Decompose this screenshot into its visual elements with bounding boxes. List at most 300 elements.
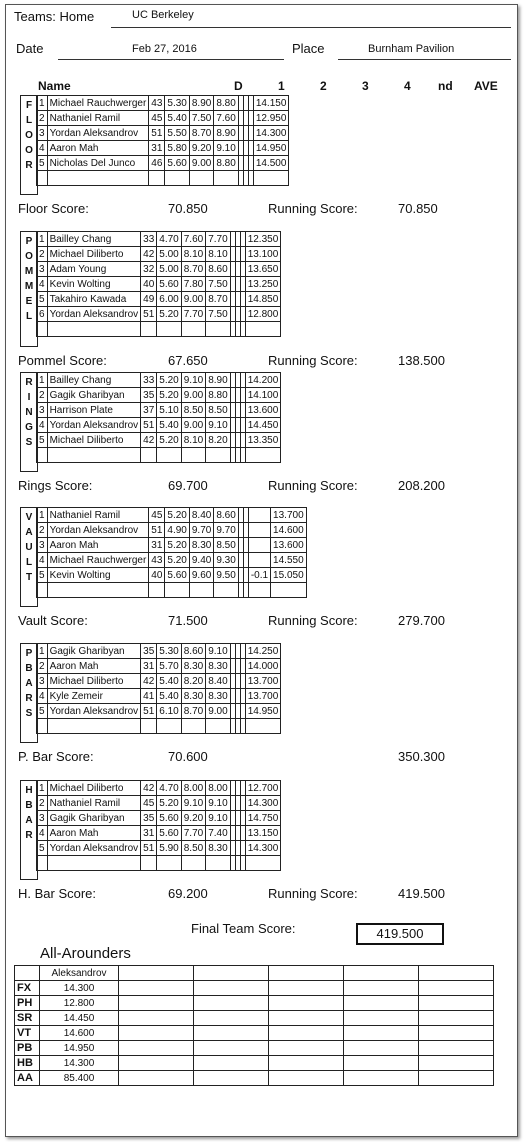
event-score: 14.450 (40, 1011, 119, 1026)
table-row (37, 841, 281, 856)
event-letter: F (25, 100, 33, 111)
average-score: 14.300 (245, 796, 281, 811)
athlete-number: 35 (141, 811, 157, 826)
table-row (15, 1041, 494, 1056)
event-letter: R (25, 693, 33, 704)
difficulty-score: 6.10 (157, 704, 181, 719)
event-letter: M (24, 281, 34, 292)
empty-cell (37, 719, 48, 734)
judge-2-score: 8.80 (214, 96, 238, 111)
row-index: 2 (37, 247, 48, 262)
table-row (37, 781, 281, 796)
running-score-label: Running Score: (268, 613, 358, 628)
table-row (37, 553, 307, 568)
empty-cell (119, 1071, 194, 1086)
empty-cell (157, 322, 181, 337)
judge-1-score: 9.00 (189, 156, 213, 171)
col-nd: nd (438, 79, 453, 93)
event-score: 14.300 (40, 981, 119, 996)
judge-2-score: 8.80 (214, 156, 238, 171)
judge-1-score: 7.50 (189, 111, 213, 126)
athlete-number: 31 (141, 659, 157, 674)
difficulty-score: 5.70 (157, 659, 181, 674)
judge-2-score: 7.40 (206, 826, 230, 841)
empty-cell (15, 966, 40, 981)
athlete-name: Yordan Aleksandrov (47, 841, 141, 856)
difficulty-score: 5.20 (157, 307, 181, 322)
table-row (37, 403, 281, 418)
empty-cell (344, 1011, 419, 1026)
event-code: VT (15, 1026, 40, 1041)
judge-1-score: 8.20 (181, 674, 205, 689)
event-letter: H (25, 785, 33, 796)
running-score-value: 70.850 (398, 201, 438, 216)
row-index: 5 (37, 156, 48, 171)
event-scores-table (36, 507, 307, 598)
row-index: 3 (37, 262, 48, 277)
judge-1-score: 7.60 (181, 232, 205, 247)
athlete-number: 51 (141, 418, 157, 433)
empty-cell (206, 856, 230, 871)
empty-cell (419, 996, 494, 1011)
event-letter: A (25, 678, 33, 689)
difficulty-score: 5.20 (165, 538, 189, 553)
neutral-deduction (248, 538, 270, 553)
empty-cell (119, 966, 194, 981)
judge-1-score: 8.30 (181, 689, 205, 704)
athlete-number: 51 (141, 704, 157, 719)
difficulty-score: 5.40 (157, 689, 181, 704)
empty-cell (149, 171, 165, 186)
athlete-name: Yordan Aleksandrov (47, 126, 149, 141)
difficulty-score: 5.20 (157, 373, 181, 388)
average-score: 14.600 (271, 523, 307, 538)
judge-1-score: 7.70 (181, 826, 205, 841)
judge-1-score: 8.90 (189, 96, 213, 111)
empty-cell (194, 981, 269, 996)
athlete-number: 43 (149, 96, 165, 111)
athlete-number: 31 (141, 826, 157, 841)
difficulty-score: 5.90 (157, 841, 181, 856)
athlete-number: 42 (141, 674, 157, 689)
athlete-name: Aaron Mah (47, 538, 149, 553)
empty-cell (271, 583, 307, 598)
athlete-name: Bailley Chang (47, 232, 141, 247)
athlete-number: 37 (141, 403, 157, 418)
row-index: 1 (37, 644, 48, 659)
date-label: Date (16, 41, 44, 56)
difficulty-score: 5.20 (157, 796, 181, 811)
all-arounders-table (14, 965, 494, 1086)
row-index: 4 (37, 689, 48, 704)
col-d: D (234, 79, 243, 93)
table-row (37, 796, 281, 811)
judge-2-score: 8.30 (206, 841, 230, 856)
empty-cell (194, 966, 269, 981)
judge-2-score: 9.70 (214, 523, 238, 538)
empty-cell (269, 966, 344, 981)
empty-cell (157, 719, 181, 734)
difficulty-score: 5.50 (165, 126, 189, 141)
event-code: PH (15, 996, 40, 1011)
col-ave: AVE (474, 79, 498, 93)
row-index: 2 (37, 796, 48, 811)
athlete-number: 31 (149, 141, 165, 156)
table-row (37, 433, 281, 448)
empty-cell (37, 856, 48, 871)
average-score: 13.700 (245, 674, 281, 689)
empty-cell (344, 1026, 419, 1041)
empty-cell (344, 1071, 419, 1086)
event-scores-table (36, 231, 281, 337)
place-value: Burnham Pavilion (368, 43, 455, 55)
event-code: AA (15, 1071, 40, 1086)
event-score-value: 69.200 (168, 886, 208, 901)
table-row (37, 141, 289, 156)
average-score: 13.700 (245, 689, 281, 704)
empty-cell (206, 448, 230, 463)
athlete-number: 51 (141, 841, 157, 856)
event-score-value: 70.600 (168, 749, 208, 764)
judge-1-score: 8.30 (189, 538, 213, 553)
empty-cell (419, 1026, 494, 1041)
judge-1-score: 8.00 (181, 781, 205, 796)
difficulty-score: 5.30 (165, 96, 189, 111)
event-code: FX (15, 981, 40, 996)
athlete-name: Aaron Mah (47, 826, 141, 841)
average-score: 13.600 (271, 538, 307, 553)
average-score: 15.050 (271, 568, 307, 583)
team-name: UC Berkeley (132, 9, 194, 21)
athlete-number: 35 (141, 644, 157, 659)
judge-1-score: 8.50 (181, 403, 205, 418)
table-row (37, 307, 281, 322)
difficulty-score: 6.00 (157, 292, 181, 307)
final-score-value: 419.500 (356, 923, 444, 945)
judge-1-score: 9.70 (189, 523, 213, 538)
empty-cell (141, 322, 157, 337)
event-letter: L (25, 557, 33, 568)
col-name: Name (38, 79, 71, 93)
event-score-value: 69.700 (168, 478, 208, 493)
athlete-name: Bailley Chang (47, 373, 141, 388)
neutral-deduction (248, 508, 270, 523)
judge-2-score: 8.30 (206, 659, 230, 674)
col-judge-4: 4 (404, 79, 411, 93)
row-index: 5 (37, 568, 48, 583)
table-row (37, 232, 281, 247)
empty-cell (194, 1041, 269, 1056)
row-index: 2 (37, 523, 48, 538)
empty-row (37, 583, 307, 598)
empty-cell (194, 996, 269, 1011)
col-judge-1: 1 (278, 79, 285, 93)
athlete-name: Michael Diliberto (47, 781, 141, 796)
event-letter: R (25, 160, 33, 171)
athlete-name: Aaron Mah (47, 659, 141, 674)
empty-cell (37, 171, 48, 186)
event-letter: E (25, 296, 33, 307)
judge-2-score: 9.30 (214, 553, 238, 568)
col-judge-3: 3 (362, 79, 369, 93)
judge-2-score: 9.00 (206, 704, 230, 719)
row-index: 2 (37, 388, 48, 403)
judge-2-score: 9.10 (206, 418, 230, 433)
empty-cell (214, 171, 238, 186)
running-score-label: Running Score: (268, 353, 358, 368)
running-score-value: 419.500 (398, 886, 445, 901)
average-score: 14.850 (245, 292, 281, 307)
running-score-value: 138.500 (398, 353, 445, 368)
table-row (37, 373, 281, 388)
event-letter: N (25, 407, 33, 418)
row-index: 4 (37, 826, 48, 841)
judge-1-score: 9.10 (181, 796, 205, 811)
event-letter: B (25, 663, 33, 674)
athlete-number: 43 (149, 553, 165, 568)
empty-cell (344, 996, 419, 1011)
athlete-name: Michael Diliberto (47, 674, 141, 689)
table-row (37, 508, 307, 523)
event-letter: R (25, 830, 33, 841)
empty-cell (165, 171, 189, 186)
judge-1-score: 9.40 (189, 553, 213, 568)
event-letter: S (25, 437, 33, 448)
row-index: 4 (37, 418, 48, 433)
athlete-number: 32 (141, 262, 157, 277)
average-score: 13.700 (271, 508, 307, 523)
event-code: PB (15, 1041, 40, 1056)
difficulty-score: 5.20 (157, 388, 181, 403)
athlete-name-header: Aleksandrov (40, 966, 119, 981)
athlete-name: Kyle Zemeir (47, 689, 141, 704)
athlete-name: Nicholas Del Junco (47, 156, 149, 171)
date-line (58, 59, 284, 60)
event-score-value: 71.500 (168, 613, 208, 628)
empty-row (37, 322, 281, 337)
judge-2-score: 8.40 (206, 674, 230, 689)
difficulty-score: 4.70 (157, 232, 181, 247)
empty-cell (419, 1041, 494, 1056)
event-letter: M (24, 266, 34, 277)
empty-cell (141, 448, 157, 463)
event-score-label: P. Bar Score: (18, 749, 94, 764)
athlete-name: Kevin Wolting (47, 277, 141, 292)
athlete-name: Yordan Aleksandrov (47, 523, 149, 538)
judge-1-score: 8.10 (181, 433, 205, 448)
difficulty-score: 5.60 (157, 277, 181, 292)
event-letter: G (25, 422, 33, 433)
running-score-label: Running Score: (268, 886, 358, 901)
row-index: 5 (37, 433, 48, 448)
athlete-number: 33 (141, 232, 157, 247)
average-score: 13.100 (245, 247, 281, 262)
judge-1-score: 8.30 (181, 659, 205, 674)
running-score-value: 208.200 (398, 478, 445, 493)
judge-2-score: 9.10 (206, 811, 230, 826)
judge-2-score: 8.30 (206, 689, 230, 704)
empty-cell (419, 1071, 494, 1086)
athlete-name: Yordan Aleksandrov (47, 704, 141, 719)
athlete-name: Nathaniel Ramil (47, 796, 141, 811)
athlete-number: 51 (149, 523, 165, 538)
judge-2-score: 8.60 (206, 262, 230, 277)
empty-cell (119, 981, 194, 996)
athlete-number: 51 (149, 126, 165, 141)
running-score-value: 279.700 (398, 613, 445, 628)
athlete-name: Michael Diliberto (47, 433, 141, 448)
table-row (37, 523, 307, 538)
athlete-name: Michael Rauchwerger (47, 553, 149, 568)
event-letter: L (25, 311, 33, 322)
empty-cell (181, 448, 205, 463)
judge-2-score: 7.60 (214, 111, 238, 126)
event-score-label: Pommel Score: (18, 353, 107, 368)
table-row (37, 644, 281, 659)
event-score: 14.950 (40, 1041, 119, 1056)
empty-cell (206, 719, 230, 734)
event-letter: R (25, 377, 33, 388)
empty-cell (165, 583, 189, 598)
empty-cell (269, 1041, 344, 1056)
empty-cell (344, 981, 419, 996)
empty-cell (157, 856, 181, 871)
row-index: 2 (37, 111, 48, 126)
event-code: SR (15, 1011, 40, 1026)
final-score-label: Final Team Score: (191, 921, 296, 936)
empty-cell (269, 981, 344, 996)
neutral-deduction: -0.1 (248, 568, 270, 583)
event-letter: I (27, 392, 31, 403)
judge-1-score: 9.00 (181, 292, 205, 307)
athlete-name: Yordan Aleksandrov (47, 307, 141, 322)
empty-cell (214, 583, 238, 598)
row-index: 1 (37, 508, 48, 523)
judge-2-score: 8.90 (214, 126, 238, 141)
empty-cell (47, 171, 149, 186)
empty-cell (149, 583, 165, 598)
empty-cell (253, 171, 289, 186)
empty-cell (181, 322, 205, 337)
event-letter: P (25, 236, 33, 247)
row-index: 1 (37, 232, 48, 247)
row-index: 5 (37, 841, 48, 856)
judge-1-score: 8.50 (181, 841, 205, 856)
empty-cell (119, 1026, 194, 1041)
table-row (15, 1071, 494, 1086)
athlete-number: 51 (141, 307, 157, 322)
table-row (37, 292, 281, 307)
difficulty-score: 5.80 (165, 141, 189, 156)
row-index: 3 (37, 674, 48, 689)
judge-1-score: 8.60 (181, 644, 205, 659)
athlete-number: 42 (141, 433, 157, 448)
judge-2-score: 8.70 (206, 292, 230, 307)
empty-cell (189, 171, 213, 186)
empty-cell (248, 583, 270, 598)
row-index: 1 (37, 373, 48, 388)
row-index: 2 (37, 659, 48, 674)
empty-cell (181, 856, 205, 871)
event-letter: T (25, 572, 33, 583)
judge-2-score: 7.70 (206, 232, 230, 247)
empty-cell (245, 322, 281, 337)
empty-cell (119, 1056, 194, 1071)
empty-cell (419, 981, 494, 996)
all-arounders-title: All-Arounders (40, 945, 131, 962)
empty-cell (194, 1071, 269, 1086)
judge-2-score: 8.60 (214, 508, 238, 523)
empty-cell (419, 966, 494, 981)
empty-row (37, 448, 281, 463)
table-row (37, 262, 281, 277)
average-score: 14.500 (253, 156, 289, 171)
athlete-number: 45 (141, 796, 157, 811)
empty-cell (141, 856, 157, 871)
place-line (338, 59, 511, 60)
judge-1-score: 8.70 (181, 704, 205, 719)
event-score-value: 67.650 (168, 353, 208, 368)
judge-1-score: 8.70 (181, 262, 205, 277)
judge-1-score: 9.20 (189, 141, 213, 156)
judge-1-score: 8.70 (189, 126, 213, 141)
average-score: 13.250 (245, 277, 281, 292)
table-row (37, 247, 281, 262)
average-score: 12.950 (253, 111, 289, 126)
event-score-label: Rings Score: (18, 478, 93, 493)
average-score: 14.300 (253, 126, 289, 141)
table-row (37, 538, 307, 553)
row-index: 1 (37, 781, 48, 796)
empty-cell (269, 1056, 344, 1071)
row-index: 3 (37, 538, 48, 553)
judge-2-score: 9.10 (206, 644, 230, 659)
empty-cell (419, 1011, 494, 1026)
difficulty-score: 4.90 (165, 523, 189, 538)
athlete-name: Gagik Gharibyan (47, 811, 141, 826)
empty-cell (245, 856, 281, 871)
judge-1-score: 9.10 (181, 373, 205, 388)
empty-cell (194, 1011, 269, 1026)
athlete-name: Yordan Aleksandrov (47, 418, 141, 433)
event-letter: V (25, 512, 33, 523)
empty-cell (141, 719, 157, 734)
event-letter: L (25, 115, 33, 126)
athlete-number: 35 (141, 388, 157, 403)
empty-cell (157, 448, 181, 463)
athlete-name: Gagik Gharibyan (47, 388, 141, 403)
event-score: 85.400 (40, 1071, 119, 1086)
athlete-number: 49 (141, 292, 157, 307)
empty-cell (269, 1011, 344, 1026)
empty-row (37, 719, 281, 734)
judge-1-score: 7.70 (181, 307, 205, 322)
row-index: 4 (37, 553, 48, 568)
athlete-number: 42 (141, 247, 157, 262)
empty-cell (47, 448, 141, 463)
table-row (15, 996, 494, 1011)
event-score-label: H. Bar Score: (18, 886, 97, 901)
athlete-name: Nathaniel Ramil (47, 111, 149, 126)
empty-cell (119, 996, 194, 1011)
table-row (37, 277, 281, 292)
average-score: 12.700 (245, 781, 281, 796)
athlete-number: 42 (141, 781, 157, 796)
judge-1-score: 8.10 (181, 247, 205, 262)
judge-2-score: 8.00 (206, 781, 230, 796)
teams-label: Teams: Home (14, 9, 95, 24)
team-line (111, 27, 511, 28)
